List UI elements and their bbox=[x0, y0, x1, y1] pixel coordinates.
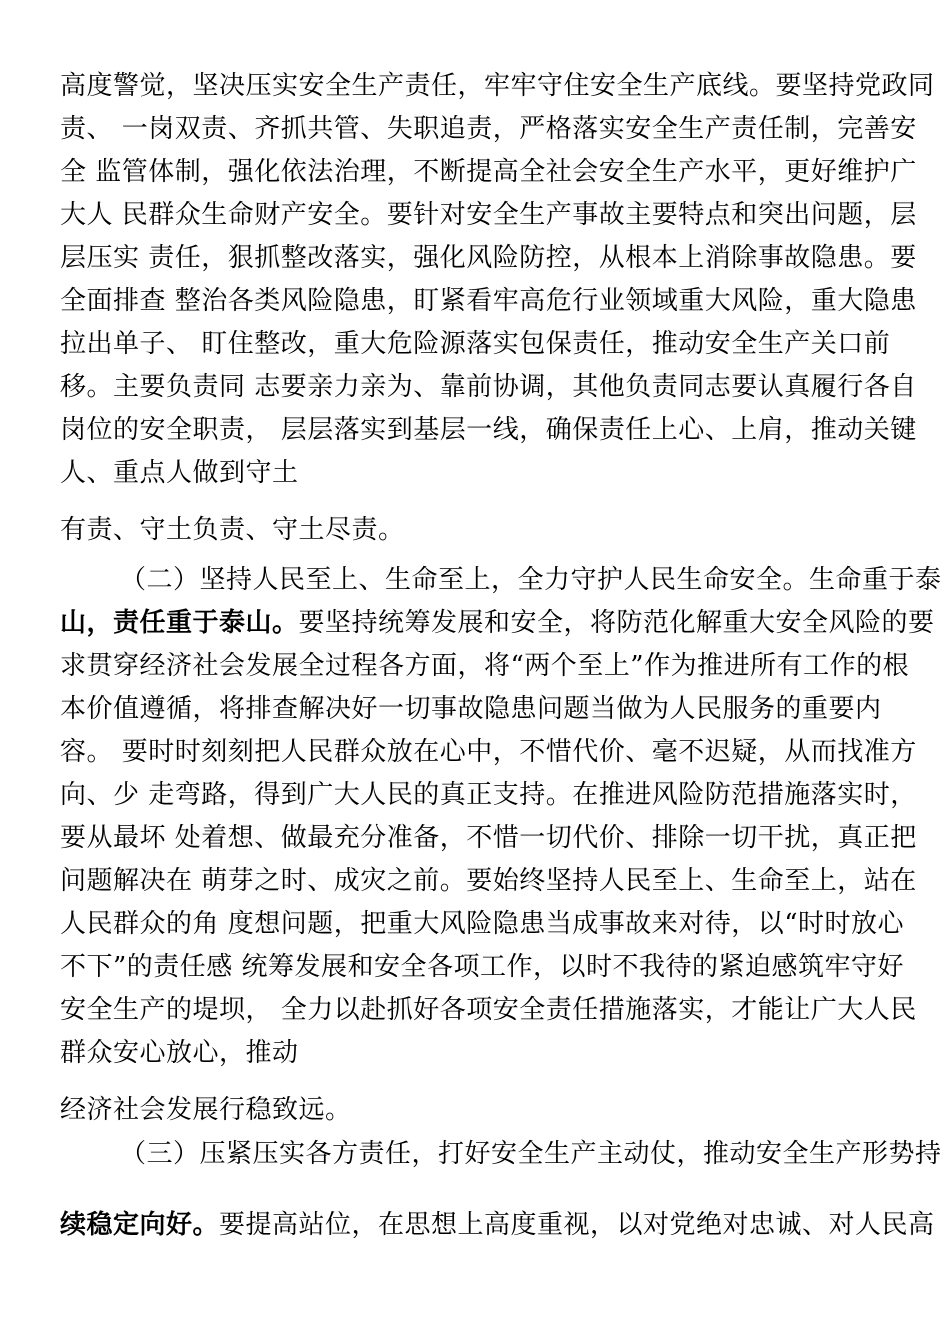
section-two-heading: （二）坚持人民至上、生命至上，全力守护人民生命安全。生命重于泰 bbox=[120, 565, 942, 595]
text-line: 经济社会发展行稳致远。 bbox=[60, 1095, 352, 1125]
text-line: 移。主要负责同 志要亲力亲为、靠前协调，其他负责同志要认真履行各自 bbox=[60, 372, 917, 402]
text-line: 群众安心放心，推动 bbox=[60, 1038, 299, 1068]
text-line: 岗位的安全职责， 层层落实到基层一线，确保责任上心、上肩，推动关键 bbox=[60, 415, 917, 445]
text-line: 拉出单子、 盯住整改，重大危险源落实包保责任，推动安全生产关口前 bbox=[60, 329, 891, 359]
text-line: 全 监管体制，强化依法治理，不断提高全社会安全生产水平，更好维护广 bbox=[60, 157, 917, 187]
text-line: 求贯穿经济社会发展全过程各方面，将“两个至上”作为推进所有工作的根 bbox=[60, 651, 910, 681]
text-line: 层压实 责任，狠抓整改落实，强化风险防控，从根本上消除事故隐患。要 bbox=[60, 243, 917, 273]
text-line: 高度警觉，坚决压实安全生产责任，牢牢守住安全生产底线。要坚持党政同 bbox=[60, 71, 935, 101]
text-span: 要坚持统筹发展和安全，将防范化解重大安全风险的要 bbox=[298, 608, 935, 638]
section-three-bold-phrase: 续稳定向好。 bbox=[60, 1210, 220, 1240]
text-line: 向、少 走弯路，得到广大人民的真正支持。在推进风险防范措施落实时， bbox=[60, 780, 917, 810]
text-line: 人民群众的角 度想问题，把重大风险隐患当成事故来对待，以“时时放心 bbox=[60, 909, 905, 939]
text-line: 全面排查 整治各类风险隐患，盯紧看牢高危行业领域重大风险，重大隐患 bbox=[60, 286, 917, 316]
text-line: 容。 要时时刻刻把人民群众放在心中，不惜代价、毫不迟疑，从而找准方 bbox=[60, 737, 917, 767]
text-span: 要提高站位，在思想上高度重视，以对党绝对忠诚、对人民高 bbox=[219, 1210, 935, 1240]
text-line bbox=[60, 1203, 935, 1247]
text-line: 大人 民群众生命财产安全。要针对安全生产事故主要特点和突出问题，层 bbox=[60, 200, 917, 230]
section-two-bold-phrase: 山，责任重于泰山。 bbox=[60, 608, 299, 638]
text-line: 不下”的责任感 统筹发展和安全各项工作，以时不我待的紧迫感筑牢守好 bbox=[60, 952, 905, 982]
text-line: 本价值遵循，将排查解决好一切事故隐患问题当做为人民服务的重要内 bbox=[60, 694, 882, 724]
section-three-heading: （三）压紧压实各方责任，打好安全生产主动仗，推动安全生产形势持 bbox=[120, 1139, 942, 1169]
text-line: 安全生产的堤坝， 全力以赴抓好各项安全责任措施落实，才能让广大人民 bbox=[60, 995, 917, 1025]
text-line: 人、重点人做到守土 bbox=[60, 458, 299, 488]
text-line bbox=[60, 601, 935, 645]
text-line: 责、 一岗双责、齐抓共管、失职追责，严格落实安全生产责任制，完善安 bbox=[60, 114, 917, 144]
text-line: 问题解决在 萌芽之时、成灾之前。要始终坚持人民至上、生命至上，站在 bbox=[60, 866, 917, 896]
text-line: 有责、守土负责、守土尽责。 bbox=[60, 515, 405, 545]
text-line: 要从最坏 处着想、做最充分准备，不惜一切代价、排除一切干扰，真正把 bbox=[60, 823, 917, 853]
